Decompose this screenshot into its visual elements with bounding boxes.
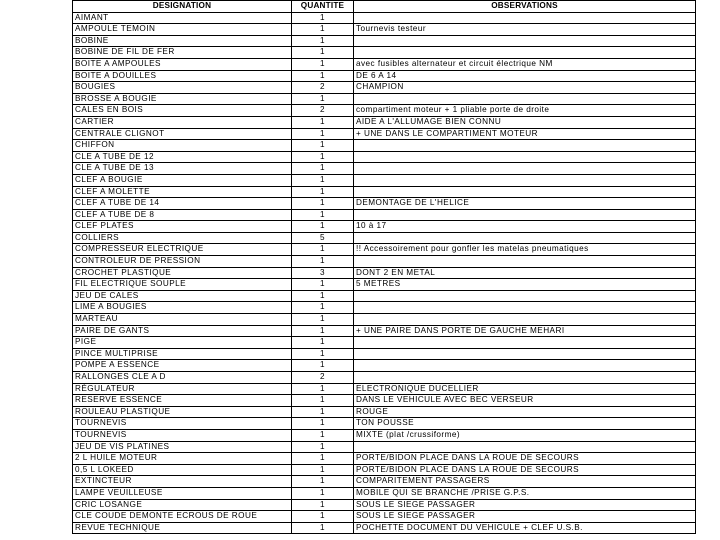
designation-cell: TOURNEVIS bbox=[73, 429, 292, 441]
designation-cell: BOITE A AMPOULES bbox=[73, 58, 292, 70]
observations-cell: PORTE/BIDON PLACE DANS LA ROUE DE SECOURS bbox=[354, 453, 696, 465]
quantite-cell: 1 bbox=[292, 395, 354, 407]
quantite-cell: 1 bbox=[292, 383, 354, 395]
designation-cell: JEU DE VIS PLATINES bbox=[73, 441, 292, 453]
observations-cell: avec fusibles alternateur et circuit électrique NM bbox=[354, 58, 696, 70]
observations-cell: DONT 2 EN METAL bbox=[354, 267, 696, 279]
quantite-cell: 1 bbox=[292, 325, 354, 337]
observations-cell bbox=[354, 35, 696, 47]
table-row bbox=[73, 12, 696, 24]
designation-cell: RALLONGES CLE A D bbox=[73, 372, 292, 384]
table-row bbox=[73, 267, 696, 279]
designation-cell: REVUE TECHNIQUE bbox=[73, 522, 292, 534]
designation-cell: COLLIERS bbox=[73, 232, 292, 244]
designation-cell: BOBINE bbox=[73, 35, 292, 47]
observations-cell: DANS LE VEHICULE AVEC BEC VERSEUR bbox=[354, 395, 696, 407]
quantite-cell: 1 bbox=[292, 429, 354, 441]
designation-cell: CLEF A TUBE DE 14 bbox=[73, 198, 292, 210]
table-row bbox=[73, 93, 696, 105]
quantite-cell: 2 bbox=[292, 372, 354, 384]
quantite-cell: 1 bbox=[292, 24, 354, 36]
observations-cell: ROUGE bbox=[354, 406, 696, 418]
observations-cell bbox=[354, 47, 696, 59]
table-body bbox=[73, 12, 696, 534]
quantite-cell: 1 bbox=[292, 140, 354, 152]
quantite-cell: 1 bbox=[292, 35, 354, 47]
designation-cell: EXTINCTEUR bbox=[73, 476, 292, 488]
observations-cell: Tournevis testeur bbox=[354, 24, 696, 36]
observations-cell: PORTE/BIDON PLACE DANS LA ROUE DE SECOURS bbox=[354, 464, 696, 476]
quantite-cell: 1 bbox=[292, 70, 354, 82]
quantite-cell: 1 bbox=[292, 302, 354, 314]
observations-cell bbox=[354, 372, 696, 384]
designation-cell: PINCE MULTIPRISE bbox=[73, 348, 292, 360]
table-row bbox=[73, 244, 696, 256]
designation-cell: BOUGIES bbox=[73, 82, 292, 94]
designation-cell: CENTRALE CLIGNOT bbox=[73, 128, 292, 140]
observations-cell bbox=[354, 348, 696, 360]
designation-cell: CLEF A MOLETTE bbox=[73, 186, 292, 198]
quantite-cell: 1 bbox=[292, 290, 354, 302]
table-row bbox=[73, 395, 696, 407]
table-row bbox=[73, 221, 696, 233]
table-row bbox=[73, 116, 696, 128]
table-row bbox=[73, 24, 696, 36]
table-row bbox=[73, 163, 696, 175]
table-row bbox=[73, 70, 696, 82]
table-row bbox=[73, 406, 696, 418]
observations-cell: SOUS LE SIEGE PASSAGER bbox=[354, 499, 696, 511]
header-quantite: QUANTITE bbox=[292, 1, 354, 13]
table-row bbox=[73, 58, 696, 70]
observations-cell bbox=[354, 140, 696, 152]
designation-cell: CALES EN BOIS bbox=[73, 105, 292, 117]
inventory-table bbox=[72, 0, 696, 534]
observations-cell bbox=[354, 174, 696, 186]
designation-cell: RESERVE ESSENCE bbox=[73, 395, 292, 407]
designation-cell: CLE A TUBE DE 12 bbox=[73, 151, 292, 163]
quantite-cell: 1 bbox=[292, 314, 354, 326]
quantite-cell: 1 bbox=[292, 464, 354, 476]
designation-cell: CLE A TUBE DE 13 bbox=[73, 163, 292, 175]
quantite-cell: 1 bbox=[292, 58, 354, 70]
designation-cell: CLEF A TUBE DE 8 bbox=[73, 209, 292, 221]
designation-cell: COMPRESSEUR ELECTRIQUE bbox=[73, 244, 292, 256]
table-row bbox=[73, 360, 696, 372]
quantite-cell: 1 bbox=[292, 128, 354, 140]
observations-cell bbox=[354, 163, 696, 175]
designation-cell: CROCHET PLASTIQUE bbox=[73, 267, 292, 279]
observations-cell: MOBILE QUI SE BRANCHE /PRISE G.P.S. bbox=[354, 487, 696, 499]
designation-cell: CONTROLEUR DE PRESSION bbox=[73, 256, 292, 268]
table-row bbox=[73, 47, 696, 59]
observations-cell: 5 METRES bbox=[354, 279, 696, 291]
observations-cell bbox=[354, 314, 696, 326]
quantite-cell: 1 bbox=[292, 174, 354, 186]
table-row bbox=[73, 105, 696, 117]
table-row bbox=[73, 418, 696, 430]
designation-cell: BOBINE DE FIL DE FER bbox=[73, 47, 292, 59]
header-designation: DESIGNATION bbox=[73, 1, 292, 13]
quantite-cell: 1 bbox=[292, 360, 354, 372]
designation-cell: 0,5 L LOKEED bbox=[73, 464, 292, 476]
quantite-cell: 1 bbox=[292, 441, 354, 453]
table-row bbox=[73, 487, 696, 499]
observations-cell bbox=[354, 290, 696, 302]
designation-cell: CLEF A BOUGIE bbox=[73, 174, 292, 186]
observations-cell bbox=[354, 302, 696, 314]
observations-cell bbox=[354, 360, 696, 372]
designation-cell: LAMPE VEUILLEUSE bbox=[73, 487, 292, 499]
designation-cell: PAIRE DE GANTS bbox=[73, 325, 292, 337]
quantite-cell: 1 bbox=[292, 93, 354, 105]
table-row bbox=[73, 290, 696, 302]
table-row bbox=[73, 35, 696, 47]
quantite-cell: 1 bbox=[292, 348, 354, 360]
observations-cell bbox=[354, 93, 696, 105]
table-row bbox=[73, 174, 696, 186]
table-row bbox=[73, 348, 696, 360]
quantite-cell: 1 bbox=[292, 198, 354, 210]
table-row bbox=[73, 279, 696, 291]
designation-cell: ROULEAU PLASTIQUE bbox=[73, 406, 292, 418]
table-row bbox=[73, 499, 696, 511]
quantite-cell: 2 bbox=[292, 105, 354, 117]
table-row bbox=[73, 314, 696, 326]
designation-cell: CARTIER bbox=[73, 116, 292, 128]
observations-cell: ELECTRONIQUE DUCELLIER bbox=[354, 383, 696, 395]
table-row bbox=[73, 453, 696, 465]
header-observations: OBSERVATIONS bbox=[354, 1, 696, 13]
quantite-cell: 1 bbox=[292, 499, 354, 511]
quantite-cell: 5 bbox=[292, 232, 354, 244]
observations-cell bbox=[354, 256, 696, 268]
quantite-cell: 1 bbox=[292, 244, 354, 256]
table-row bbox=[73, 372, 696, 384]
observations-cell: !! Accessoirement pour gonfler les matelas pneumatiques bbox=[354, 244, 696, 256]
quantite-cell: 1 bbox=[292, 12, 354, 24]
table-header bbox=[73, 1, 696, 13]
designation-cell: AIMANT bbox=[73, 12, 292, 24]
observations-cell: MIXTE (plat /crussiforme) bbox=[354, 429, 696, 441]
observations-cell bbox=[354, 337, 696, 349]
observations-cell: DEMONTAGE DE L'HELICE bbox=[354, 198, 696, 210]
table-row bbox=[73, 209, 696, 221]
quantite-cell: 1 bbox=[292, 511, 354, 523]
observations-cell: SOUS LE SIEGE PASSAGER bbox=[354, 511, 696, 523]
quantite-cell: 1 bbox=[292, 209, 354, 221]
quantite-cell: 1 bbox=[292, 151, 354, 163]
observations-cell: AIDE A L'ALLUMAGE BIEN CONNU bbox=[354, 116, 696, 128]
designation-cell: TOURNEVIS bbox=[73, 418, 292, 430]
quantite-cell: 1 bbox=[292, 406, 354, 418]
observations-cell: POCHETTE DOCUMENT DU VEHICULE + CLEF U.S.B. bbox=[354, 522, 696, 534]
quantite-cell: 1 bbox=[292, 163, 354, 175]
table-row bbox=[73, 302, 696, 314]
observations-cell: TON POUSSE bbox=[354, 418, 696, 430]
table-row bbox=[73, 151, 696, 163]
table-row bbox=[73, 325, 696, 337]
designation-cell: POMPE A ESSENCE bbox=[73, 360, 292, 372]
quantite-cell: 1 bbox=[292, 476, 354, 488]
table-row bbox=[73, 522, 696, 534]
observations-cell: 10 à 17 bbox=[354, 221, 696, 233]
designation-cell: JEU DE CALES bbox=[73, 290, 292, 302]
table-row bbox=[73, 140, 696, 152]
table-row bbox=[73, 186, 696, 198]
observations-cell: CHAMPION bbox=[354, 82, 696, 94]
quantite-cell: 3 bbox=[292, 267, 354, 279]
designation-cell: BOITE A DOUILLES bbox=[73, 70, 292, 82]
quantite-cell: 1 bbox=[292, 116, 354, 128]
observations-cell bbox=[354, 441, 696, 453]
table-row bbox=[73, 464, 696, 476]
designation-cell: MARTEAU bbox=[73, 314, 292, 326]
observations-cell: compartiment moteur + 1 pliable porte de droite bbox=[354, 105, 696, 117]
table-row bbox=[73, 441, 696, 453]
table-row bbox=[73, 256, 696, 268]
quantite-cell: 1 bbox=[292, 418, 354, 430]
table-row bbox=[73, 511, 696, 523]
designation-cell: LIME A BOUGIES bbox=[73, 302, 292, 314]
quantite-cell: 1 bbox=[292, 186, 354, 198]
observations-cell: + UNE DANS LE COMPARTIMENT MOTEUR bbox=[354, 128, 696, 140]
quantite-cell: 1 bbox=[292, 487, 354, 499]
quantite-cell: 1 bbox=[292, 279, 354, 291]
table-row bbox=[73, 383, 696, 395]
table-row bbox=[73, 337, 696, 349]
table-row bbox=[73, 429, 696, 441]
quantite-cell: 1 bbox=[292, 337, 354, 349]
designation-cell: CLE COUDE DEMONTE ECROUS DE ROUE bbox=[73, 511, 292, 523]
quantite-cell: 1 bbox=[292, 522, 354, 534]
quantite-cell: 1 bbox=[292, 47, 354, 59]
quantite-cell: 1 bbox=[292, 453, 354, 465]
observations-cell: COMPARITEMENT PASSAGERS bbox=[354, 476, 696, 488]
observations-cell: DE 6 A 14 bbox=[354, 70, 696, 82]
observations-cell bbox=[354, 209, 696, 221]
table-row bbox=[73, 232, 696, 244]
observations-cell bbox=[354, 232, 696, 244]
designation-cell: AMPOULE TEMOIN bbox=[73, 24, 292, 36]
quantite-cell: 1 bbox=[292, 256, 354, 268]
designation-cell: PIGE bbox=[73, 337, 292, 349]
designation-cell: RÉGULATEUR bbox=[73, 383, 292, 395]
table-row bbox=[73, 476, 696, 488]
observations-cell: + UNE PAIRE DANS PORTE DE GAUCHE MEHARI bbox=[354, 325, 696, 337]
header-row bbox=[73, 1, 696, 13]
designation-cell: FIL ELECTRIQUE SOUPLE bbox=[73, 279, 292, 291]
table-row bbox=[73, 198, 696, 210]
quantite-cell: 2 bbox=[292, 82, 354, 94]
table-row bbox=[73, 128, 696, 140]
observations-cell bbox=[354, 186, 696, 198]
designation-cell: 2 L HUILE MOTEUR bbox=[73, 453, 292, 465]
designation-cell: CHIFFON bbox=[73, 140, 292, 152]
designation-cell: BROSSE A BOUGIE bbox=[73, 93, 292, 105]
table-row bbox=[73, 82, 696, 94]
designation-cell: CRIC LOSANGE bbox=[73, 499, 292, 511]
designation-cell: CLEF PLATES bbox=[73, 221, 292, 233]
quantite-cell: 1 bbox=[292, 221, 354, 233]
observations-cell bbox=[354, 151, 696, 163]
observations-cell bbox=[354, 12, 696, 24]
